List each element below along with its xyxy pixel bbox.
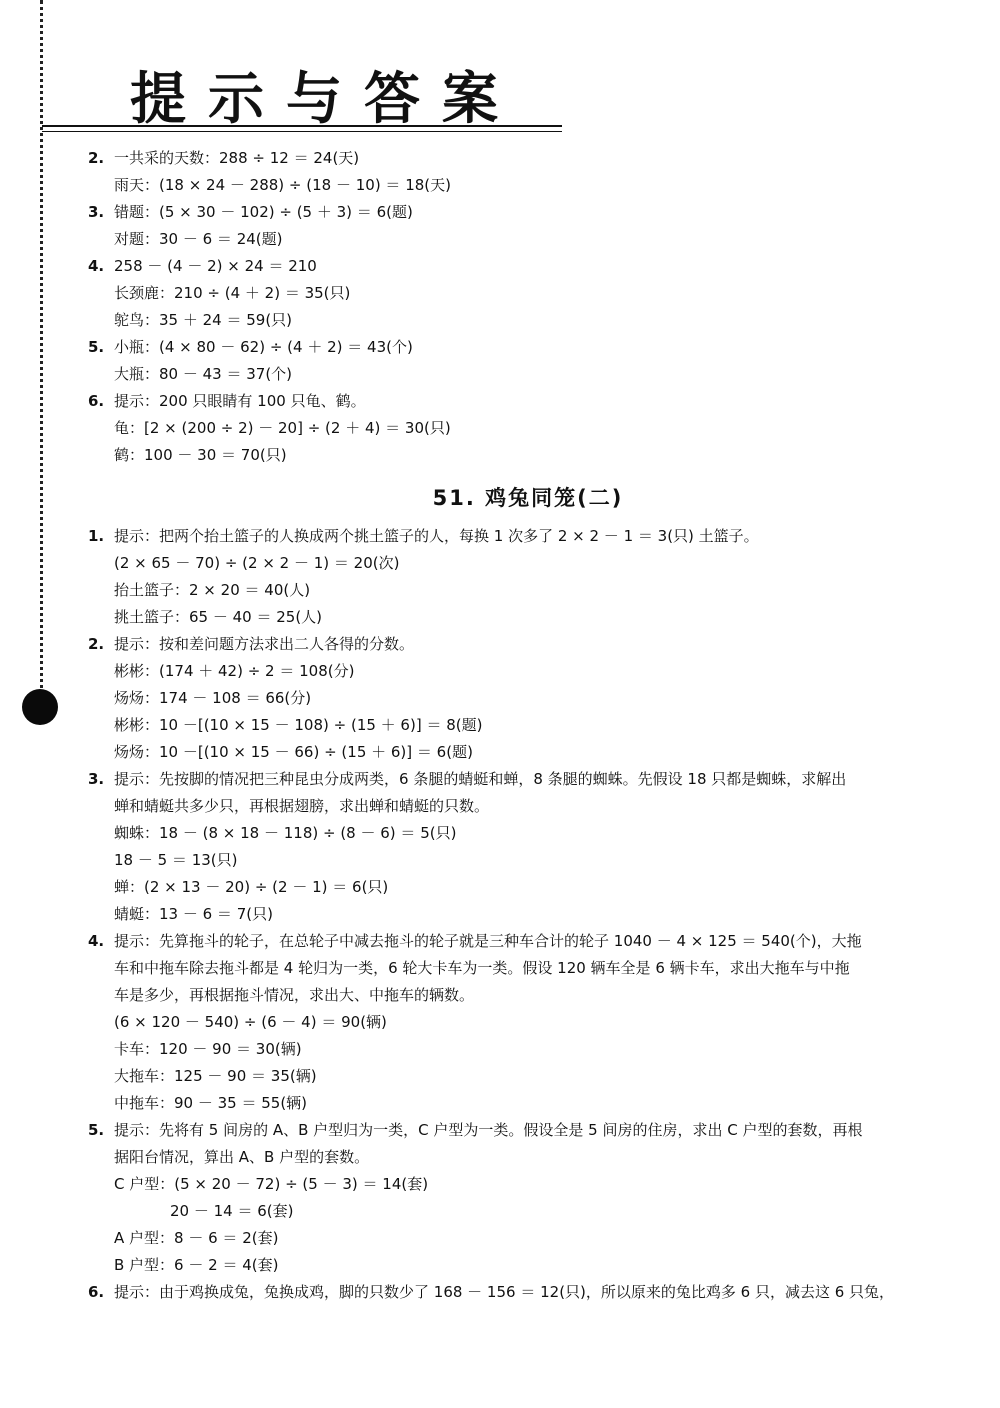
answer-text: 提示：先按脚的情况把三种昆虫分成两类，6 条腿的蜻蜓和蝉，8 条腿的蜘蛛。先假设 18 只都是蜘蛛，求解出 xyxy=(114,770,847,788)
answer-item xyxy=(88,1279,928,1306)
question-number: 4. xyxy=(88,932,105,950)
answer-line xyxy=(88,253,928,280)
answer-line: 长颈鹿：210 ÷ (4 ＋ 2) ＝ 35(只) xyxy=(114,284,351,302)
answer-line: 20 － 14 ＝ 6(套) xyxy=(170,1202,294,1220)
answer-text: 错题：(5 × 30 － 102) ÷ (5 ＋ 3) ＝ 6(题) xyxy=(114,203,413,221)
answer-line: 大拖车：125 － 90 ＝ 35(辆) xyxy=(114,1067,317,1085)
answer-line: (2 × 65 － 70) ÷ (2 × 2 － 1) ＝ 20(次) xyxy=(114,554,400,572)
question-number: 6. xyxy=(88,392,105,410)
answer-line xyxy=(88,199,928,226)
answer-text: 提示：按和差问题方法求出二人各得的分数。 xyxy=(114,635,415,653)
page-header-title: 提示与答案 xyxy=(130,66,520,132)
answer-item xyxy=(88,145,928,199)
answer-line: 彬彬：10 －[(10 × 15 － 108) ÷ (15 ＋ 6)] ＝ 8(题) xyxy=(114,716,483,734)
answer-line xyxy=(88,388,928,415)
answer-line xyxy=(88,1117,928,1144)
answer-line: C 户型：(5 × 20 － 72) ÷ (5 － 3) ＝ 14(套) xyxy=(114,1175,429,1193)
binding-hole xyxy=(22,689,58,725)
answer-line xyxy=(88,145,928,172)
question-number: 1. xyxy=(88,527,105,545)
answer-line xyxy=(88,766,928,793)
answer-text: 提示：200 只眼睛有 100 只龟、鹤。 xyxy=(114,392,366,410)
answer-line: 鹤：100 － 30 ＝ 70(只) xyxy=(114,446,287,464)
answer-line: 车是多少，再根据拖斗情况，求出大、中拖车的辆数。 xyxy=(114,986,475,1004)
answer-line: 彬彬：(174 ＋ 42) ÷ 2 ＝ 108(分) xyxy=(114,662,355,680)
answer-line: 鸵鸟：35 ＋ 24 ＝ 59(只) xyxy=(114,311,293,329)
answer-line: 挑土篮子：65 － 40 ＝ 25(人) xyxy=(114,608,323,626)
answer-line xyxy=(88,523,928,550)
answer-text: 小瓶：(4 × 80 － 62) ÷ (4 ＋ 2) ＝ 43(个) xyxy=(114,338,413,356)
answer-line: 蝉：(2 × 13 － 20) ÷ (2 － 1) ＝ 6(只) xyxy=(114,878,389,896)
answers-block-51 xyxy=(88,523,928,1306)
answer-line xyxy=(88,334,928,361)
answer-line: 车和中拖车除去拖斗都是 4 轮归为一类，6 轮大卡车为一类。假设 120 辆车全是 6 辆卡车，求出大拖车与中拖 xyxy=(114,959,850,977)
answer-line: 炀炀：174 － 108 ＝ 66(分) xyxy=(114,689,312,707)
answer-line: 蜘蛛：18 － (8 × 18 － 118) ÷ (8 － 6) ＝ 5(只) xyxy=(114,824,457,842)
answer-line: 炀炀：10 －[(10 × 15 － 66) ÷ (15 ＋ 6)] ＝ 6(题) xyxy=(114,743,473,761)
answer-item xyxy=(88,334,928,388)
answer-line xyxy=(88,1279,928,1306)
answer-line xyxy=(88,928,928,955)
question-number: 6. xyxy=(88,1283,105,1301)
question-number: 3. xyxy=(88,203,105,221)
answer-item xyxy=(88,388,928,469)
answer-text: 提示：由于鸡换成兔，兔换成鸡，脚的只数少了 168 － 156 ＝ 12(只)，所以原来的兔比鸡多 6 只，减去这 6 只兔， xyxy=(114,1283,895,1301)
answer-line xyxy=(88,631,928,658)
binding-dotted-line xyxy=(40,0,43,720)
answer-text: 258 － (4 － 2) × 24 ＝ 210 xyxy=(114,257,317,275)
answer-text: 提示：把两个抬土篮子的人换成两个挑土篮子的人，每换 1 次多了 2 × 2 － 1 ＝ 3(只) 土篮子。 xyxy=(114,527,759,545)
answer-line: (6 × 120 － 540) ÷ (6 － 4) ＝ 90(辆) xyxy=(114,1013,387,1031)
answer-line: 18 － 5 ＝ 13(只) xyxy=(114,851,238,869)
answer-line: B 户型：6 － 2 ＝ 4(套) xyxy=(114,1256,279,1274)
answer-line: 据阳台情况，算出 A、B 户型的套数。 xyxy=(114,1148,370,1166)
answer-item xyxy=(88,631,928,766)
answer-line: 雨天：(18 × 24 － 288) ÷ (18 － 10) ＝ 18(天) xyxy=(114,176,451,194)
answer-line: 中拖车：90 － 35 ＝ 55(辆) xyxy=(114,1094,308,1112)
question-number: 2. xyxy=(88,149,105,167)
answer-item xyxy=(88,1117,928,1279)
answer-line: 卡车：120 － 90 ＝ 30(辆) xyxy=(114,1040,302,1058)
section-title: 51. 鸡兔同笼(二) xyxy=(432,486,624,510)
answer-line: 蝉和蜻蜓共多少只，再根据翅膀，求出蝉和蜻蜓的只数。 xyxy=(114,797,490,815)
question-number: 2. xyxy=(88,635,105,653)
question-number: 5. xyxy=(88,338,105,356)
answer-text: 提示：先算拖斗的轮子，在总轮子中减去拖斗的轮子就是三种车合计的轮子 1040 － 4 × 125 ＝ 540(个)，大拖 xyxy=(114,932,862,950)
answer-text: 提示：先将有 5 间房的 A、B 户型归为一类，C 户型为一类。假设全是 5 间房的住房，求出 C 户型的套数，再根 xyxy=(114,1121,863,1139)
answer-line: 抬土篮子：2 × 20 ＝ 40(人) xyxy=(114,581,311,599)
answer-item xyxy=(88,928,928,1117)
answer-line: 对题：30 － 6 ＝ 24(题) xyxy=(114,230,283,248)
answers-block-50 xyxy=(88,145,928,469)
question-number: 3. xyxy=(88,770,105,788)
answer-line: 蜻蜓：13 － 6 ＝ 7(只) xyxy=(114,905,273,923)
question-number: 4. xyxy=(88,257,105,275)
answer-text: 一共采的天数：288 ÷ 12 ＝ 24(天) xyxy=(114,149,360,167)
answer-item xyxy=(88,199,928,253)
header-rule-thin xyxy=(42,131,562,132)
answer-item xyxy=(88,253,928,334)
answer-item xyxy=(88,523,928,631)
answer-item xyxy=(88,766,928,928)
question-number: 5. xyxy=(88,1121,105,1139)
answer-line: A 户型：8 － 6 ＝ 2(套) xyxy=(114,1229,279,1247)
answer-content xyxy=(88,145,928,1306)
answer-line: 大瓶：80 － 43 ＝ 37(个) xyxy=(114,365,293,383)
answer-line: 龟：[2 × (200 ÷ 2) － 20] ÷ (2 ＋ 4) ＝ 30(只) xyxy=(114,419,451,437)
header-rule xyxy=(42,125,562,127)
